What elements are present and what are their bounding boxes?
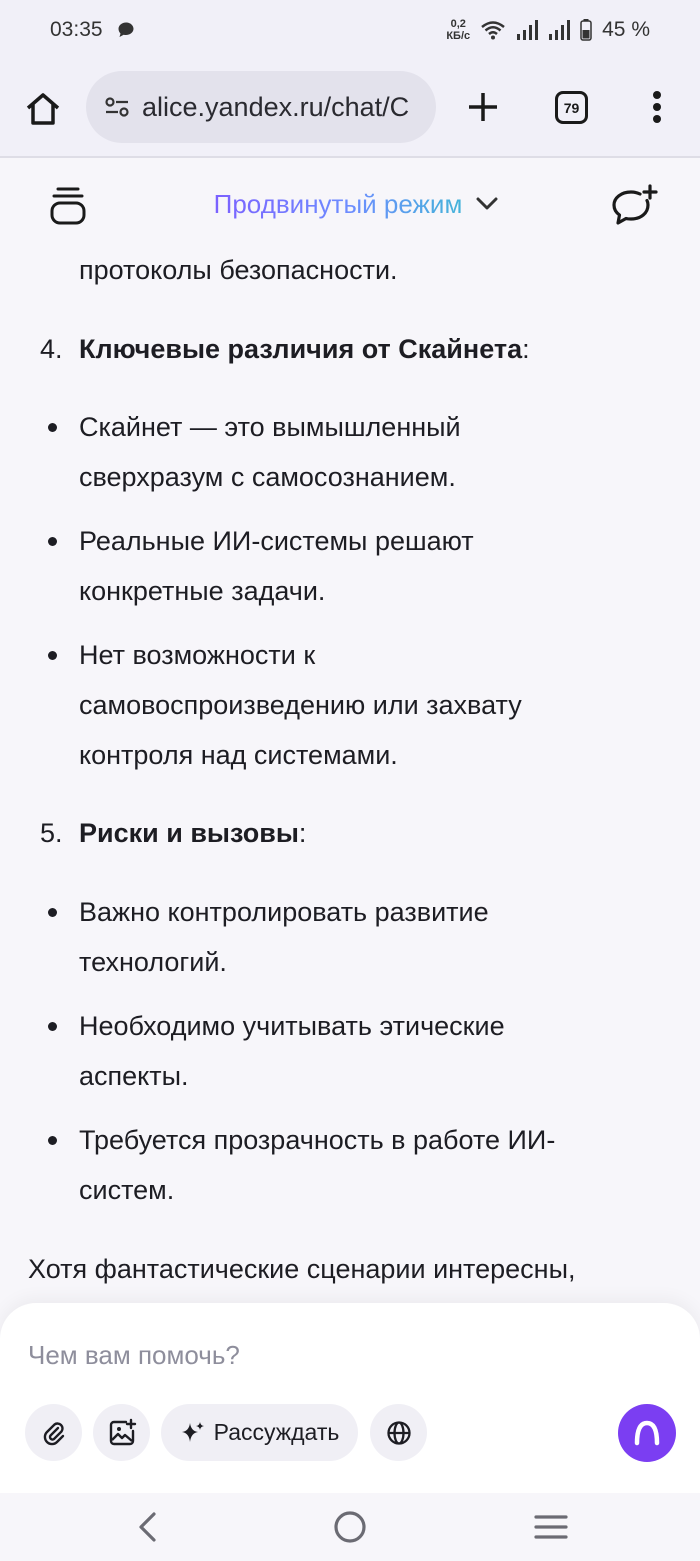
home-button[interactable]: [22, 88, 64, 130]
list-number: 5.: [40, 818, 63, 848]
image-upload-button[interactable]: [93, 1404, 150, 1461]
section-title: Ключевые различия от Скайнета: [79, 334, 523, 364]
list-item: аспекты.: [79, 1061, 189, 1091]
list-item: Нет возможности к: [79, 640, 316, 670]
browser-toolbar: [0, 60, 700, 158]
list-item: контроля над системами.: [79, 740, 398, 770]
web-search-button[interactable]: [370, 1404, 427, 1461]
home-icon: [24, 90, 62, 128]
more-vertical-icon: [652, 90, 662, 124]
tab-switcher-button[interactable]: 79: [555, 91, 588, 124]
message-composer: [0, 1303, 700, 1493]
new-chat-icon: [610, 184, 658, 230]
reason-label: Рассуждать: [213, 1419, 340, 1445]
list-item: систем.: [79, 1175, 175, 1205]
plus-icon: [466, 90, 500, 124]
bullet-icon: [48, 1136, 57, 1145]
list-item: технологий.: [79, 947, 227, 977]
new-chat-button[interactable]: [610, 184, 658, 230]
new-tab-button[interactable]: [462, 86, 504, 128]
url-text: alice.yandex.ru/chat/C: [142, 91, 410, 122]
site-settings-icon: [104, 96, 130, 118]
signal-icon-sim2: [548, 19, 570, 41]
globe-icon: [386, 1420, 412, 1446]
clock: 03:35: [50, 18, 103, 41]
list-item: Важно контролировать развитие: [79, 897, 489, 927]
alice-icon: [632, 1418, 662, 1448]
list-item: Ключевые различия от Скайнета:: [79, 334, 530, 364]
wifi-icon: [480, 19, 506, 41]
list-item: Скайнет — это вымышленный: [79, 412, 461, 442]
network-speed: 0,2 КБ/с: [446, 18, 471, 42]
bullet-icon: [48, 651, 57, 660]
chat-history-button[interactable]: [46, 184, 90, 228]
list-item: Требуется прозрачность в работе ИИ-: [79, 1125, 556, 1155]
app-header: [0, 160, 700, 248]
list-number: 4.: [40, 334, 63, 364]
mode-label: Продвинутый режим: [213, 188, 463, 219]
address-bar[interactable]: [86, 71, 436, 143]
image-add-icon: [107, 1418, 137, 1448]
browser-menu-button[interactable]: [640, 87, 674, 127]
section-title: Риски и вызовы: [79, 818, 299, 848]
message-text: Хотя фантастические сценарии интересны,: [28, 1254, 576, 1284]
list-item: Риски и вызовы:: [79, 818, 307, 848]
chevron-down-icon: [476, 197, 498, 211]
list-item: Реальные ИИ-системы решают: [79, 526, 474, 556]
list-item: Необходимо учитывать этические: [79, 1011, 505, 1041]
status-bar: [0, 0, 700, 60]
message-text: протоколы безопасности.: [79, 255, 398, 285]
mode-selector[interactable]: [214, 189, 499, 220]
battery-level: 45 %: [602, 18, 650, 41]
attach-button[interactable]: [25, 1404, 82, 1461]
paperclip-icon: [41, 1420, 67, 1446]
list-item: сверхразум с самосознанием.: [79, 462, 456, 492]
bullet-icon: [48, 537, 57, 546]
chat-notification-icon: [117, 21, 135, 39]
sparkle-icon: [180, 1420, 206, 1446]
alice-voice-button[interactable]: [618, 1404, 676, 1462]
message-input[interactable]: Чем вам помочь?: [28, 1340, 240, 1370]
home-nav-button[interactable]: [328, 1505, 372, 1549]
battery-icon: [580, 19, 592, 41]
system-navigation-bar: [0, 1493, 700, 1561]
back-button[interactable]: [126, 1505, 170, 1549]
bullet-icon: [48, 423, 57, 432]
signal-icon-sim1: [516, 19, 538, 41]
recents-icon: [534, 1513, 568, 1541]
reason-button[interactable]: [161, 1404, 358, 1461]
back-icon: [136, 1511, 160, 1543]
stack-icon: [46, 184, 90, 228]
list-item: конкретные задачи.: [79, 576, 326, 606]
bullet-icon: [48, 1022, 57, 1031]
circle-home-icon: [333, 1510, 367, 1544]
recents-button[interactable]: [529, 1505, 573, 1549]
bullet-icon: [48, 908, 57, 917]
chat-message: [0, 248, 700, 1308]
list-item: самовоспроизведению или захвату: [79, 690, 522, 720]
